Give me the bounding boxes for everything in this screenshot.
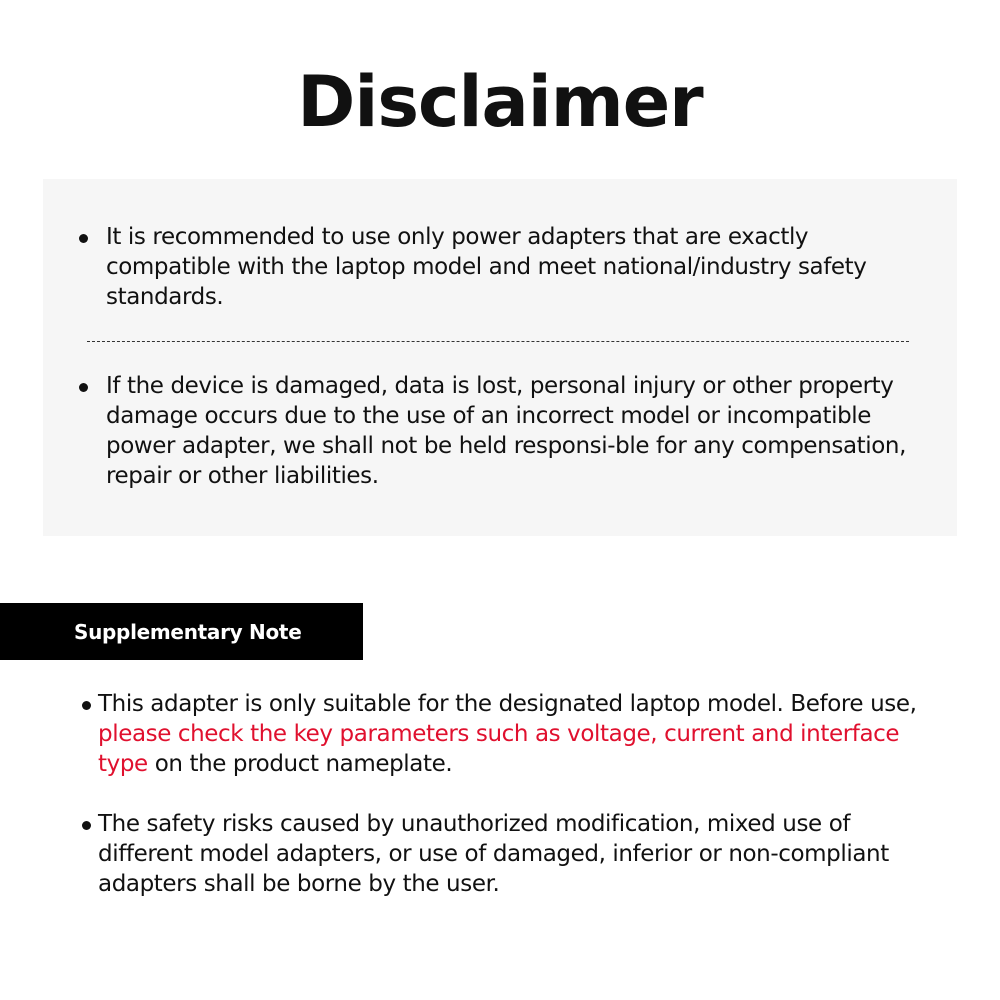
disclaimer-item-text: It is recommended to use only power adapters that are exactly compatible with the laptop model and meet national/industry safety standards. [106, 224, 867, 310]
bullet-dot-icon [79, 383, 88, 392]
disclaimer-item [106, 371, 906, 491]
disclaimer-item-text: If the device is damaged, data is lost, personal injury or other property damage occurs due to the use of an incorrect model or incompatible power adapter, we shall not be held responsi-ble for any compensation, repair or other liabilities. [106, 373, 907, 489]
supplementary-item [98, 809, 918, 899]
disclaimer-item [106, 222, 906, 312]
page-title: Disclaimer [297, 61, 703, 143]
bullet-dot-icon [82, 821, 91, 830]
supplementary-item-text-before: This adapter is only suitable for the designated laptop model. Before use, [98, 691, 917, 717]
bullet-dot-icon [82, 701, 91, 710]
supplementary-item-text: The safety risks caused by unauthorized modification, mixed use of different model adapters, or use of damaged, inferior or non-compliant adapters shall be borne by the user. [98, 811, 889, 897]
supplementary-note-label: Supplementary Note [74, 620, 302, 644]
disclaimer-panel [43, 179, 957, 536]
bullet-dot-icon [79, 234, 88, 243]
supplementary-item-highlight: please check the key parameters such as voltage, current and interface type [98, 721, 900, 777]
dashed-divider [87, 341, 909, 342]
supplementary-note-badge [0, 603, 363, 660]
supplementary-item [98, 689, 918, 779]
supplementary-item-text-after: on the product nameplate. [147, 751, 453, 777]
